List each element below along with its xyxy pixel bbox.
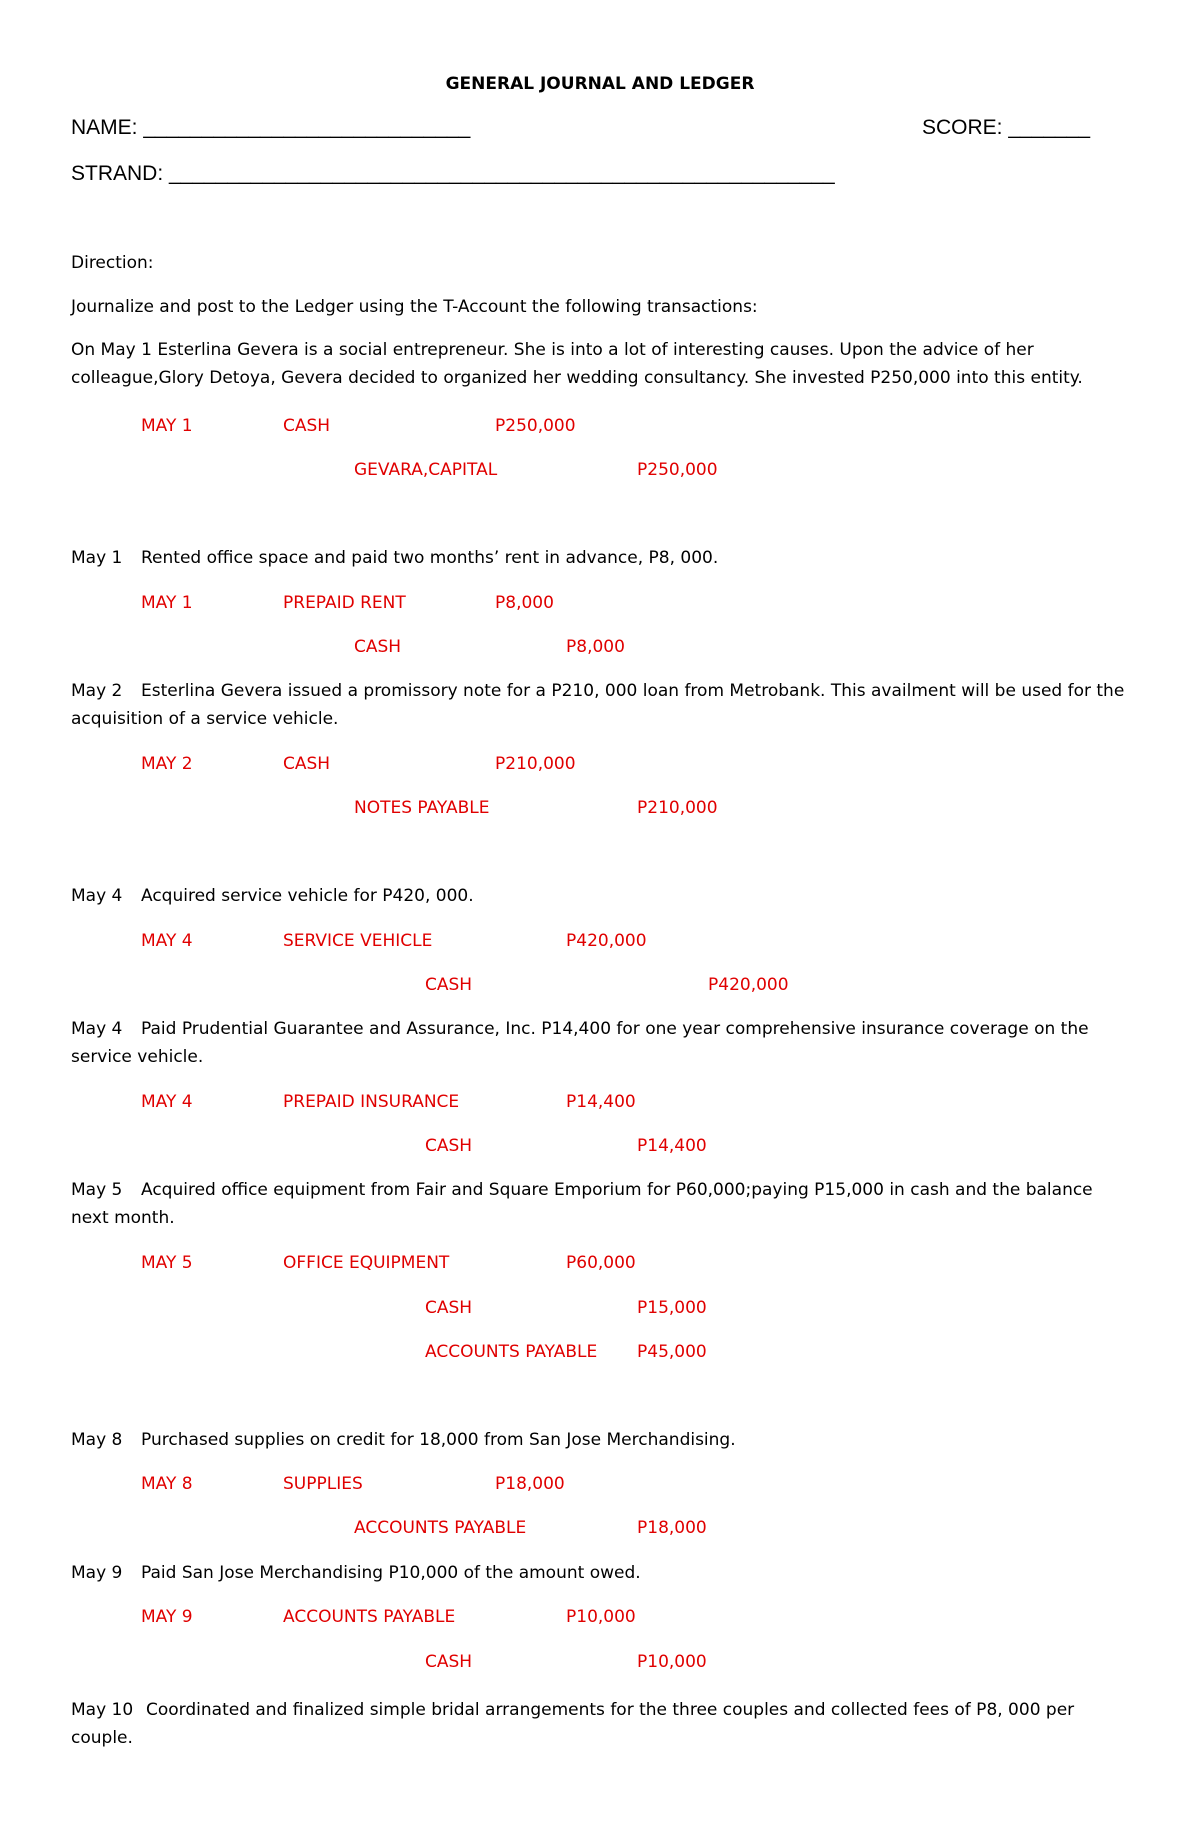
debit-amount: P8,000 (495, 593, 554, 613)
entry-date: MAY 1 (141, 416, 193, 436)
credit-account: GEVARA,CAPITAL (354, 460, 498, 480)
credit-account: CASH (425, 1136, 473, 1156)
credit-amount: P250,000 (637, 460, 718, 480)
transaction-text: Esterlina Gevera issued a promissory note for a P210, 000 loan from Metrobank. This availment will be used for the acquisition of a service vehicle. (71, 681, 1125, 729)
entry-date: MAY 8 (141, 1474, 193, 1494)
credit-amount: P18,000 (637, 1518, 707, 1538)
debit-account: SERVICE VEHICLE (283, 931, 433, 951)
debit-account: OFFICE EQUIPMENT (283, 1253, 450, 1273)
credit-amount: P45,000 (637, 1342, 707, 1362)
score-field: SCORE: _______ (922, 116, 1091, 139)
credit-amount: P420,000 (708, 975, 789, 995)
credit-account: CASH (425, 1298, 473, 1318)
credit-account: CASH (425, 1652, 473, 1672)
page-title: GENERAL JOURNAL AND LEDGER (445, 74, 755, 94)
entry-date: MAY 2 (141, 754, 193, 774)
debit-account: CASH (283, 754, 331, 774)
debit-account: SUPPLIES (283, 1474, 363, 1494)
entry-date: MAY 4 (141, 1092, 193, 1112)
debit-account: CASH (283, 416, 331, 436)
debit-amount: P60,000 (566, 1253, 636, 1273)
entry-date: MAY 5 (141, 1253, 193, 1273)
transaction-date: May 10 (71, 1700, 134, 1720)
entry-date: MAY 9 (141, 1607, 193, 1627)
debit-amount: P14,400 (566, 1092, 636, 1112)
credit-amount: P10,000 (637, 1652, 707, 1672)
entry-date: MAY 4 (141, 931, 193, 951)
transaction-date: May 8 (71, 1430, 123, 1450)
transaction-date: May 2 (71, 681, 123, 701)
credit-account: CASH (425, 975, 473, 995)
transaction-text: Rented office space and paid two months’ rent in advance, P8, 000. (141, 548, 719, 568)
credit-account: CASH (354, 637, 402, 657)
debit-amount: P210,000 (495, 754, 576, 774)
strand-field: STRAND: _________________________________________________________ (71, 162, 835, 185)
credit-account: ACCOUNTS PAYABLE (354, 1518, 527, 1538)
transaction-date: May 4 (71, 1019, 123, 1039)
transaction-text: On May 1 Esterlina Gevera is a social entrepreneur. She is into a lot of interesting causes. Upon the advice of her colleague,Glory Detoya, Gevera decided to organized her wedding consultancy. She invested P250,000 into this entity. (71, 340, 1083, 388)
entry-date: MAY 1 (141, 593, 193, 613)
debit-amount: P250,000 (495, 416, 576, 436)
transaction-text: Coordinated and finalized simple bridal arrangements for the three couples and collected fees of P8, 000 per couple. (71, 1700, 1075, 1748)
direction-label: Direction: (71, 253, 154, 273)
debit-account: PREPAID RENT (283, 593, 406, 613)
transaction-text: Paid Prudential Guarantee and Assurance, Inc. P14,400 for one year comprehensive insurance coverage on the service vehicle. (71, 1019, 1089, 1067)
credit-amount: P8,000 (566, 637, 625, 657)
transaction-text: Purchased supplies on credit for 18,000 from San Jose Merchandising. (141, 1430, 736, 1450)
name-field: NAME: ____________________________ (71, 116, 471, 139)
credit-account: ACCOUNTS PAYABLE (425, 1342, 598, 1362)
transaction-text: Paid San Jose Merchandising P10,000 of the amount owed. (141, 1563, 641, 1583)
debit-account: ACCOUNTS PAYABLE (283, 1607, 456, 1627)
instruction-text: Journalize and post to the Ledger using the T-Account the following transactions: (71, 297, 758, 317)
debit-amount: P420,000 (566, 931, 647, 951)
transaction-date: May 4 (71, 886, 123, 906)
debit-amount: P10,000 (566, 1607, 636, 1627)
transaction-date: May 9 (71, 1563, 123, 1583)
debit-amount: P18,000 (495, 1474, 565, 1494)
credit-amount: P14,400 (637, 1136, 707, 1156)
debit-account: PREPAID INSURANCE (283, 1092, 460, 1112)
transaction-date: May 5 (71, 1180, 123, 1200)
credit-account: NOTES PAYABLE (354, 798, 490, 818)
credit-amount: P210,000 (637, 798, 718, 818)
transaction-date: May 1 (71, 548, 123, 568)
transaction-text: Acquired service vehicle for P420, 000. (141, 886, 474, 906)
credit-amount: P15,000 (637, 1298, 707, 1318)
transaction-text: Acquired office equipment from Fair and Square Emporium for P60,000;paying P15,000 in cash and the balance next month. (71, 1180, 1093, 1228)
